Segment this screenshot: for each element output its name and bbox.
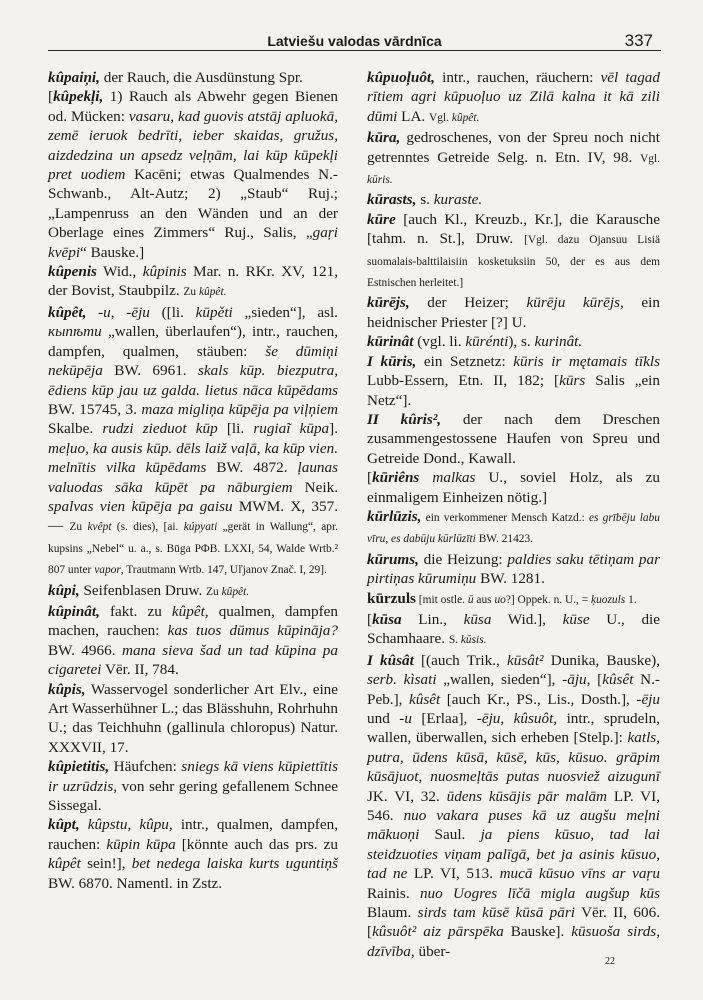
running-title: Latviešu valodas vārdnīca: [267, 33, 442, 49]
sheet-number: 22: [605, 956, 615, 967]
entry-text: S.: [448, 634, 461, 647]
entry-headword: kūrlūzis,: [367, 507, 422, 525]
entry-text: Lin.,: [401, 610, 464, 628]
entry-text: Blaum.: [367, 904, 418, 922]
entry-text: , -: [110, 303, 132, 321]
entry-text: ein Setznetz:: [416, 352, 514, 370]
entry-text: mucā kūsuo vīns ar vaŗu: [499, 865, 660, 883]
dictionary-entry: [367, 610, 660, 651]
entry-text: rudzi zieduot kūp: [102, 420, 218, 438]
entry-headword: kūrzuls: [367, 589, 416, 607]
entry-text: BW. 4966.: [48, 641, 122, 659]
entry-text: 1.: [625, 593, 637, 606]
entry-text: ļaunas valuodas sāka kūpēt pa nāburgiem: [48, 459, 339, 496]
entry-text: (vgl. li.: [413, 333, 466, 351]
entry-text: uo: [494, 593, 506, 606]
left-column: [48, 68, 338, 893]
entry-text: Dunika, Bauske),: [543, 651, 660, 669]
entry-text: gaŗi kvēpi: [48, 224, 338, 261]
entry-text: s.: [416, 191, 434, 209]
entry-text: sein!],: [80, 855, 132, 873]
entry-text: [Erlaa], -: [411, 710, 482, 727]
entry-text: paldies saku tētiņam par pirtiņas kūrumiņu: [367, 550, 660, 588]
entry-text: Seifenblasen Druw.: [79, 581, 207, 599]
entry-text: Vgl.: [640, 152, 660, 165]
entry-text: kûpinis: [142, 263, 187, 281]
entry-text: von sehr gering gefallenem Schnee Sissegal.: [48, 777, 338, 815]
entry-text: intr., qualmen, dampfen, rauchen:: [48, 816, 338, 853]
entry-text: kûsêt: [408, 690, 441, 708]
dictionary-entry: [48, 602, 338, 680]
entry-text: Zu: [183, 286, 199, 299]
entry-text: BW. 15745, 3.: [48, 400, 142, 418]
entry-text: sniegs kā viens kūpiettītis ir uzrūdzis,: [48, 758, 339, 795]
dictionary-entry: [367, 293, 660, 332]
entry-text: vēl tagad rītiem agri kūpuoļuo uz Zilā kalna it kā zili dūmi: [367, 69, 660, 125]
entry-text: ķuozuls: [591, 593, 626, 606]
entry-headword: kūra,: [367, 129, 401, 147]
entry-text: kūris ir mętamais tīkls: [513, 352, 661, 370]
entry-text: qualmen, dampfen machen, rauchen:: [48, 602, 338, 640]
entry-text: ēju, kûsuôt,: [481, 710, 558, 727]
entry-headword: kūre: [367, 210, 396, 228]
dictionary-entry: [367, 468, 660, 507]
entry-text: bet nedega laiska kurts uguntiņš: [131, 855, 338, 873]
entry-text: kúpyati: [183, 521, 218, 534]
entry-text: aus: [473, 593, 495, 606]
entry-text: 1) Rauch als Abwehr gegen Bienen od. Mücken:: [48, 88, 338, 125]
entry-text: [könnte auch das prs. zu: [175, 835, 338, 853]
dictionary-entry: [367, 410, 660, 468]
dictionary-entry: [48, 757, 338, 815]
dictionary-entry: [48, 68, 338, 87]
entry-text: gedroschenes, von der Spreu noch nicht getrenntes Getreide Selg. n. Etn. IV, 98.: [367, 129, 660, 166]
entry-text: Vēr. II, 784.: [101, 661, 179, 679]
entry-text: malkas: [432, 469, 476, 487]
entry-text: u: [404, 710, 412, 727]
entry-text: āju,: [567, 671, 591, 689]
entry-headword: kûpuoļuôt,: [367, 69, 435, 86]
entry-text: fakt. zu: [99, 602, 172, 620]
dictionary-entry: [367, 589, 660, 610]
entry-text: Skalbe.: [48, 420, 103, 438]
entry-text: še dūmiņi nekūpēja: [48, 342, 338, 380]
dictionary-entry: [367, 507, 660, 550]
entry-text: rugiaĩ kūpa: [253, 420, 330, 438]
entry-headword: kûpt,: [48, 816, 80, 834]
entry-text: ein verkommener Mensch Katzd.:: [421, 511, 589, 524]
entry-text: u: [103, 303, 111, 321]
entry-text: maza migliņa kūpēja pa viļņiem: [141, 400, 338, 418]
entry-text: es grībēju labu vīru, es dabūju kūrlūzīti: [367, 511, 660, 546]
entry-text: [mit ostle.: [415, 593, 468, 606]
entry-text: Wid.],: [491, 610, 563, 628]
entry-text: [auch Kl., Kreuzb., Kr.], die Karausche [tahm. n. St.], Druw.: [367, 210, 660, 248]
entry-text: kūrs: [559, 372, 586, 390]
entry-headword: I kūris,: [367, 352, 417, 370]
entry-text: kûsuôt²: [372, 923, 417, 941]
entry-headword: kûpêt,: [48, 303, 87, 321]
entry-text: skals kūp. biezputra, ēdiens kūp jau uz galda. lietus nāca kūpēdams: [48, 362, 338, 399]
entry-text: MWM. X, 357. —: [48, 497, 338, 535]
entry-text: kūpěti: [195, 303, 233, 321]
entry-text: kuraste.: [433, 191, 483, 209]
entry-text: Salis „ein Netz“].: [367, 372, 660, 409]
entry-headword: kûpietitis,: [48, 758, 110, 776]
entry-text: JK. VI, 32.: [367, 787, 447, 805]
entry-text: der Rauch, die Ausdünstung Spr.: [99, 69, 303, 86]
entry-text: nuo vakara puses kā uz augšu meļni mākuoņi: [367, 807, 660, 844]
dictionary-entry: [48, 680, 338, 758]
entry-text: katls, putra, ūdens kūsā, kūsē, kūs, kūsuo. grāpim kūsājuot, nuosmeļtās putas nuosviež aizugunī: [367, 729, 660, 786]
entry-text: [80, 816, 88, 833]
entry-text: intr., rauchen, räuchern:: [434, 69, 601, 86]
entry-text: ēju: [641, 690, 660, 708]
entry-text: [: [367, 610, 373, 628]
dictionary-entry: [367, 128, 660, 190]
dictionary-entry: [48, 815, 338, 893]
entry-text: intr., sprudeln, wallen, überwallen, sich erheben [Stelp.]:: [367, 710, 660, 747]
entry-text: Häufchen:: [109, 758, 182, 776]
dictionary-entry: [367, 352, 660, 410]
entry-text: “ Bauske.]: [80, 243, 145, 261]
entry-text: Lubb-Essern, Etn. II, 182; [: [367, 372, 560, 390]
entry-headword: kûpis,: [48, 680, 86, 698]
entry-text: vapor: [94, 564, 121, 577]
entry-text: ū: [467, 593, 474, 606]
entry-text: Vēr. II, 606. [: [367, 904, 660, 941]
entry-text: ?] Oppek. n. U., =: [505, 593, 592, 606]
entry-text: kūsuoša sirds, dzīvība,: [367, 923, 660, 960]
entry-text: , Trautmann Wrtb. 147, Uľjanov Znač. I, 29].: [120, 564, 327, 577]
entry-text: kûsêt: [602, 671, 634, 689]
entry-text: (s. dies), [ai.: [111, 521, 184, 534]
entry-text: der nach dem Dreschen zusammengestossene Haufen von Spreu und Getreide Dond., Kawall.: [367, 410, 660, 467]
entry-text: meļuo, ka ausis kūp. dēls laiž vaļā, ka kūp vien. melnītis vilka kūpēdams: [48, 439, 338, 477]
entry-text: LA.: [397, 107, 430, 125]
dictionary-entry: [367, 210, 660, 294]
entry-text: Neik.: [292, 478, 339, 496]
entry-headword: kūsa: [372, 610, 402, 628]
entry-text: Wid.,: [96, 263, 143, 281]
entry-headword: kûpekļi,: [53, 88, 104, 106]
entry-text: aiz pārspēka: [423, 923, 504, 941]
entry-headword: kūrums,: [367, 550, 419, 568]
entry-text: spalvas vien kūpēja pa gaisu: [48, 497, 233, 515]
entry-text: U., die Schamhaare.: [367, 610, 660, 648]
entry-text: kurinât.: [534, 333, 583, 351]
entry-text: Wasservogel sonderlicher Art Elv., eine Art Wasserhühner L.; das Blässhuhn, Rohrhuhn U.; das Teichhuhn (gallinula chloropus) Natur. XXXVII, 17.: [48, 680, 338, 756]
entry-headword: kûpinât,: [48, 602, 100, 620]
entry-text: Saul.: [419, 826, 481, 844]
entry-text: kūrénti: [465, 333, 509, 351]
entry-text: ein heidnischer Priester [?] U.: [367, 294, 660, 331]
entry-text: BW. 6961.: [102, 362, 198, 380]
entry-text: кыпѣти: [48, 323, 102, 341]
entry-headword: II kûris²,: [367, 410, 442, 428]
entry-text: kūsa: [463, 610, 492, 628]
dictionary-entry: [367, 651, 660, 962]
entry-text: [: [48, 88, 54, 106]
entry-text: [auch Kr., PS., Lis., Dosth.], -: [440, 690, 642, 708]
entry-text: kûpêt.: [198, 286, 227, 299]
entry-text: ([li.: [149, 303, 196, 321]
entry-text: BW. 4872.: [206, 459, 298, 477]
entry-text: LP. VI, 546.: [367, 787, 660, 825]
entry-text: kas tuos dūmus kūpināja?: [167, 622, 338, 640]
entry-text: U., soviel Holz, als zu einmaligem Einheizen nötig.]: [367, 469, 660, 506]
entry-text: „sieden“], asl.: [232, 303, 338, 321]
entry-text: kūrēju kūrējs,: [526, 294, 624, 312]
entry-text: Mar. n. RKr. XV, 121, der Bovist, Staubpilz.: [48, 263, 339, 300]
entry-text: BW. 1281.: [476, 570, 545, 588]
entry-headword: kûpaiņi,: [48, 69, 100, 86]
entry-text: „wallen, sieden“], -: [436, 671, 568, 689]
entry-text: vasaru, kad guovis atstāj apluokā, zemē ieruok bedrīti, ieber skaidas, gružus, aizdedzina un apsedz veļņām, lai kūp kūpekļi pret uodiem: [48, 107, 338, 184]
dictionary-entry: [48, 303, 338, 581]
entry-headword: kûpi,: [48, 581, 80, 599]
entry-text: -: [86, 303, 104, 321]
entry-text: [Vgl. dazu Ojansuu Lisiä suomalais-balttilaisiin kosketuksiin 50, der es aus dem Estnischen herleitet.]: [367, 234, 661, 290]
entry-text: mana sieva šad un tad kūpina pa cigaretei: [48, 641, 338, 679]
entry-text: ēju: [131, 303, 150, 321]
dictionary-entry: [48, 262, 338, 303]
entry-text: Bauske].: [503, 923, 572, 941]
entry-text: über-: [414, 942, 451, 960]
entry-text: kūris.: [367, 174, 393, 187]
page-header: [48, 20, 661, 51]
entry-text: kvêpt: [87, 521, 112, 534]
page-number: 337: [624, 31, 653, 50]
entry-headword: kūrinât: [367, 333, 414, 351]
entry-text: ja piens kūsuo, tad lai steidzuoties viņam palīgā, bet ja asinis kūsuo, tad ne: [367, 826, 660, 883]
entry-text: ].: [329, 420, 339, 438]
entry-text: sirds tam kūsē kūsā pāri: [417, 904, 575, 922]
entry-text: ), s.: [508, 333, 535, 351]
dictionary-entry: [48, 87, 338, 262]
dictionary-entry: [367, 190, 660, 209]
entry-text: [: [367, 469, 373, 487]
entry-text: kûpstu, kûpu,: [87, 816, 173, 834]
entry-text: kūse: [562, 610, 590, 628]
entry-text: nuo Uogres līčā migla augšup kūs: [419, 884, 660, 902]
entry-text: „gerät in Wallung“, apr. kupsins „Nebel“ u. a., s. Būga РФВ. LXXI, 54, Walde Wrtb.² 807 unter: [48, 521, 338, 577]
entry-text: kūpin kūpa: [106, 835, 176, 853]
dictionary-entry: [367, 550, 660, 589]
entry-text: [419, 469, 432, 486]
dictionary-entry: [367, 332, 660, 351]
right-column: [367, 68, 660, 961]
entry-headword: kūrējs,: [367, 294, 410, 312]
entry-text: ūdens kūsājis pār malām: [446, 787, 608, 805]
dictionary-entry: [367, 68, 660, 128]
entry-headword: kūrasts,: [367, 191, 417, 209]
entry-text: kūsis.: [460, 634, 487, 647]
entry-text: kûpêt.: [221, 585, 250, 598]
entry-text: Rainis.: [367, 884, 420, 902]
entry-text: kûpêt,: [171, 602, 209, 620]
entry-text: LP. VI, 513.: [407, 865, 500, 883]
entry-headword: kûpenis: [48, 263, 97, 281]
entry-text: kûpêt.: [451, 111, 480, 124]
entry-headword: I kûsât: [367, 651, 414, 669]
entry-headword: kūriêns: [372, 469, 420, 487]
entry-text: serb. kìsati: [367, 671, 437, 689]
entry-text: N.-Peb.],: [367, 671, 660, 708]
entry-text: BW. 6870. Namentl. in Zstz.: [48, 874, 223, 892]
entry-text: [li.: [217, 420, 254, 438]
entry-text: „wallen, überlaufen“), intr., rauchen, dampfen, qualmen, stäuben:: [48, 323, 338, 360]
entry-text: kûpêt: [48, 855, 81, 873]
entry-text: der Heizer;: [409, 294, 527, 312]
dictionary-entry: [48, 581, 338, 602]
entry-text: Vgl.: [429, 111, 452, 124]
entry-text: Zu: [206, 585, 222, 598]
entry-text: die Heizung:: [418, 550, 508, 568]
entry-text: Zu: [69, 521, 88, 534]
entry-text: [(auch Trik.,: [413, 651, 507, 669]
entry-text: [: [590, 671, 603, 689]
entry-text: kūsât²: [507, 651, 544, 669]
entry-text: BW. 21423.: [475, 533, 534, 546]
entry-text: und -: [367, 710, 405, 727]
entry-text: Kacēni; etwas Qualmendes N.-Schwanb., Alt-Autz; 2) „Staub“ Ruj.; „Lampenruss an den Wänden und an der Oberlage eines Zimmers“ Ruj., Salis, „: [48, 166, 338, 242]
